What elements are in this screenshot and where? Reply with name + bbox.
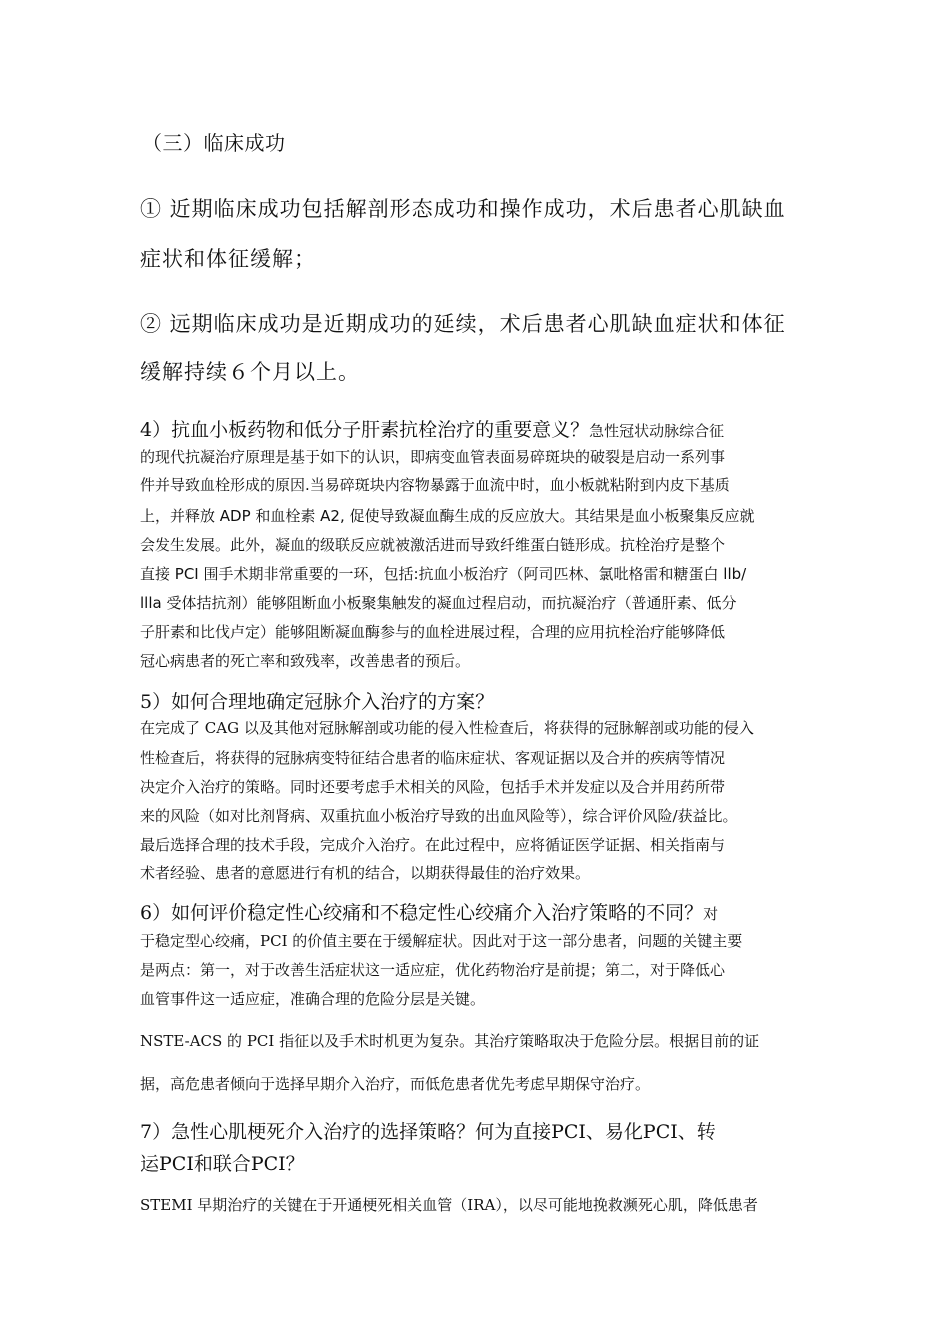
q7-heading-line-1: 7）急性心肌梗死介入治疗的选择策略？何为直接PCI、易化PCI、转 [140, 1121, 716, 1143]
q5-line: 性检查后，将获得的冠脉病变特征结合患者的临床症状、客观证据以及合并的疾病等情况 [140, 749, 726, 767]
q4-line: 子肝素和比伐卢定）能够阻断凝血酶参与的血栓进展过程，合理的应用抗栓治疗能够降低 [140, 623, 726, 641]
item-1-line-1: ① 近期临床成功包括解剖形态成功和操作成功，术后患者心肌缺血 [140, 197, 786, 221]
q6-line: 是两点：第一，对于改善生活症状这一适应症，优化药物治疗是前提；第二，对于降低心 [140, 961, 726, 979]
q6-heading: 6）如何评价稳定性心绞痛和不稳定性心绞痛介入治疗策略的不同？ [140, 902, 704, 924]
q6-line: 血管事件这一适应症，准确合理的危险分层是关键。 [140, 990, 486, 1008]
q7-heading-line-2: 运PCI和联合PCI？ [140, 1153, 305, 1175]
item-1-line-2: 症状和体征缓解； [140, 247, 316, 271]
q4-heading-line [140, 415, 724, 442]
q4-heading: 4）抗血小板药物和低分子肝素抗栓治疗的重要意义？ [140, 419, 590, 441]
item-2-line-1: ② 远期临床成功是近期成功的延续，术后患者心肌缺血症状和体征 [140, 312, 786, 336]
q5-line: 最后选择合理的技术手段，完成介入治疗。在此过程中，应将循证医学证据、相关指南与 [140, 836, 726, 854]
q4-lead: 急性冠状动脉综合征 [589, 422, 725, 440]
q4-line: 的现代抗凝治疗原理是基于如下的认识，即病变血管表面易碎斑块的破裂是启动一系列事 [140, 448, 726, 466]
q5-line: 在完成了 CAG 以及其他对冠脉解剖或功能的侵入性检查后，将获得的冠脉解剖或功能的侵入 [140, 719, 754, 737]
q6-lead: 对 [703, 905, 719, 923]
q4-line: 件并导致血栓形成的原因.当易碎斑块内容物暴露于血流中时，血小板就粘附到内皮下基质 [140, 476, 730, 494]
q6-para2-line: NSTE-ACS 的 PCI 指征以及手术时机更为复杂。其治疗策略取决于危险分层。根据目前的证 [140, 1032, 760, 1050]
q6-para2-line: 据，高危患者倾向于选择早期介入治疗，而低危患者优先考虑早期保守治疗。 [140, 1075, 651, 1093]
section-title: （三）临床成功 [142, 131, 286, 155]
q5-heading: 5）如何合理地确定冠脉介入治疗的方案？ [140, 691, 495, 713]
item-2-line-2: 缓解持续６个月以上。 [140, 360, 360, 384]
q4-line: 上，并释放 ADP 和血栓素 A2, 促使导致凝血酶生成的反应放大。其结果是血小板聚集反应就 [140, 507, 755, 525]
q4-line: llla 受体拮抗剂）能够阻断血小板聚集触发的凝血过程启动，而抗凝治疗（普通肝素、低分 [140, 594, 737, 612]
q5-line: 术者经验、患者的意愿进行有机的结合，以期获得最佳的治疗效果。 [140, 864, 591, 882]
q4-line: 冠心病患者的死亡率和致残率，改善患者的预后。 [140, 652, 471, 670]
q5-line: 来的风险（如对比剂肾病、双重抗血小板治疗导致的出血风险等），综合评价风险/获益比。 [140, 807, 738, 825]
q4-line: 直接 PCI 围手术期非常重要的一环，包括:抗血小板治疗（阿司匹林、氯吡格雷和糖蛋白 llb/ [140, 565, 747, 583]
q5-line: 决定介入治疗的策略。同时还要考虑手术相关的风险，包括手术并发症以及合并用药所带 [140, 778, 726, 796]
q7-line: STEMI 早期治疗的关键在于开通梗死相关血管（IRA），以尽可能地挽救濒死心肌，降低患者 [140, 1196, 758, 1214]
q6-heading-line [140, 898, 718, 925]
q6-line: 于稳定型心绞痛，PCI 的价值主要在于缓解症状。因此对于这一部分患者，问题的关键主要 [140, 932, 743, 950]
q4-line: 会发生发展。此外，凝血的级联反应就被激活进而导致纤维蛋白链形成。抗栓治疗是整个 [140, 536, 726, 554]
